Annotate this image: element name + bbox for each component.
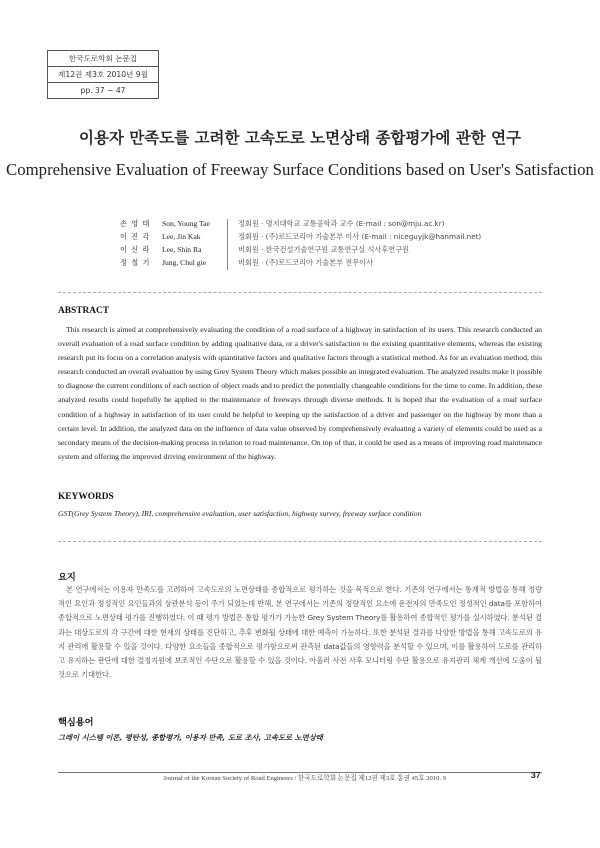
- author-row: [120, 243, 540, 256]
- author-name-english: Lee, Shin Ra: [162, 245, 202, 254]
- author-row: [120, 217, 540, 230]
- author-affiliation: 정회원 · (주)로드코리아 기술본부 이사 (E-mail : niceguyjk@hanmail.net): [238, 232, 482, 241]
- author-divider: [227, 219, 228, 270]
- section-divider: [58, 541, 542, 542]
- journal-name: 한국도로학회 논문집: [48, 51, 158, 67]
- author-affiliation: 비회원 · 한국건설기술연구원 교통연구실 석사후연구원: [238, 245, 410, 254]
- journal-pages: pp. 37 ~ 47: [80, 86, 126, 95]
- abstract-text: This research is aimed at comprehensively evaluating the condition of a road surface of a highway in satisfaction of its users. This research conducted an overall evaluation of a road surface condition by adding qualitative data, or a driver's satisfaction to the existing quantitative elements, whereas the existing research put its focus on a correlation analysis with quantitative factors and qualitative factors through a statistical method. As for an evaluation method, this research conducted an overall evaluation by using Grey System Theory which makes possible an integrated evaluation. The analyzed results make it possible to diagnose the current conditions of each section of object roads and to predict the potentially changeable conditions for the time to come. In addition, these analyzed results could hopefully be applied to the maintenance of freeways through diverse methods. It is hoped that the evaluation of a road surface condition of a highway in satisfaction of its user could be helpful to keeping up the satisfaction of a driver and passenger on the highway by more than a certain level. In addition, the analyzed data on the influence of data value observed by comprehensively evaluating a variety of elements could be used as a secondary means of the decision-making process in relation to road maintenance. On top of that, it could be used as a means of improving road maintenance system and offering the improved driving environment of the highway.: [58, 325, 542, 461]
- korean-abstract-text: 본 연구에서는 이용자 만족도를 고려하여 고속도로의 노면상태를 종합적으로 평가하는 것을 목적으로 한다. 기존의 연구에서는 통계적 방법을 통해 정량적인 요인과 정성적인 요인들과의 상관분석 등이 주가 되었는데 반해, 본 연구에서는 기존의 정량적인 요소에 운전자의 만족도인 정성적인 data를 포함하여 종합적으로 노면상태 평가를 진행하였다. 이 때 평가 방법은 통합 평가가 가능한 Grey System Theory를 활용하여 종합적인 평가를 실시하였다. 분석된 결과는 대상도로의 각 구간에 대한 현재의 상태를 진단하고, 추후 변화될 상태에 대한 예측이 가능하다. 또한 분석된 결과를 다양한 방법을 통해 고속도로의 유지 관리에 활용할 수 있을 것이다. 다양한 요소들을 종합적으로 평가함으로써 관측된 data값들의 영향력을 분석할 수 있으며, 이를 활용하여 도로를 관리하고 유지하는 판단에 대한 결정지원에 보조적인 수단으로 활용할 수 있을 것이다. 아울러 사전 사후 모니터링 수단 활용으로 유지관리 체계 개선에 도움이 될 것으로 기대한다.: [58, 585, 542, 680]
- author-name-korean: 이 진 각: [120, 232, 151, 241]
- author-name-korean: 이 신 라: [120, 245, 151, 254]
- author-affiliation: 정회원 · 명지대학교 교통공학과 교수 (E-mail : son@mju.ac.kr): [238, 219, 445, 228]
- section-divider: [58, 292, 542, 293]
- keywords-text: GST(Grey System Theory), IRI, comprehensive evaluation, user satisfaction, highway survey, freeway surface condition: [58, 509, 422, 518]
- author-row: [120, 256, 540, 269]
- author-name-korean: 손 영 태: [120, 219, 151, 228]
- author-row: [120, 230, 540, 243]
- korean-keywords-heading: 핵심용어: [58, 717, 94, 728]
- korean-keywords-text: 그레이 시스템 이론, 평탄성, 종합평가, 이용자 만족, 도로 조사, 고속도로 노면상태: [58, 733, 323, 742]
- abstract-heading: ABSTRACT: [58, 306, 110, 316]
- author-name-english: Lee, Jin Kak: [162, 232, 201, 241]
- korean-abstract-heading: 요지: [58, 572, 76, 583]
- footer-journal-citation: Journal of the Korean Society of Road Engineers / 한국도로학회 논문집 제12권 제3호 통권 45호 2010. 9: [163, 775, 446, 782]
- journal-volume-issue: 제12권 제3호 2010년 9월: [48, 67, 158, 83]
- author-affiliation: 비회원 · (주)로드코리아 기술본부 전무이사: [238, 258, 374, 267]
- author-name-english: Son, Young Tae: [162, 219, 210, 228]
- journal-info-box: [47, 50, 159, 99]
- author-list: [120, 217, 540, 269]
- page-number: 37: [531, 770, 541, 780]
- title-english: Comprehensive Evaluation of Freeway Surface Conditions based on User's Satisfaction: [6, 160, 594, 179]
- title-korean: 이용자 만족도를 고려한 고속도로 노면상태 종합평가에 관한 연구: [78, 129, 522, 147]
- keywords-heading: KEYWORDS: [58, 492, 114, 502]
- author-name-korean: 정 철 기: [120, 258, 151, 267]
- author-name-english: Jung, Chul gie: [162, 258, 207, 267]
